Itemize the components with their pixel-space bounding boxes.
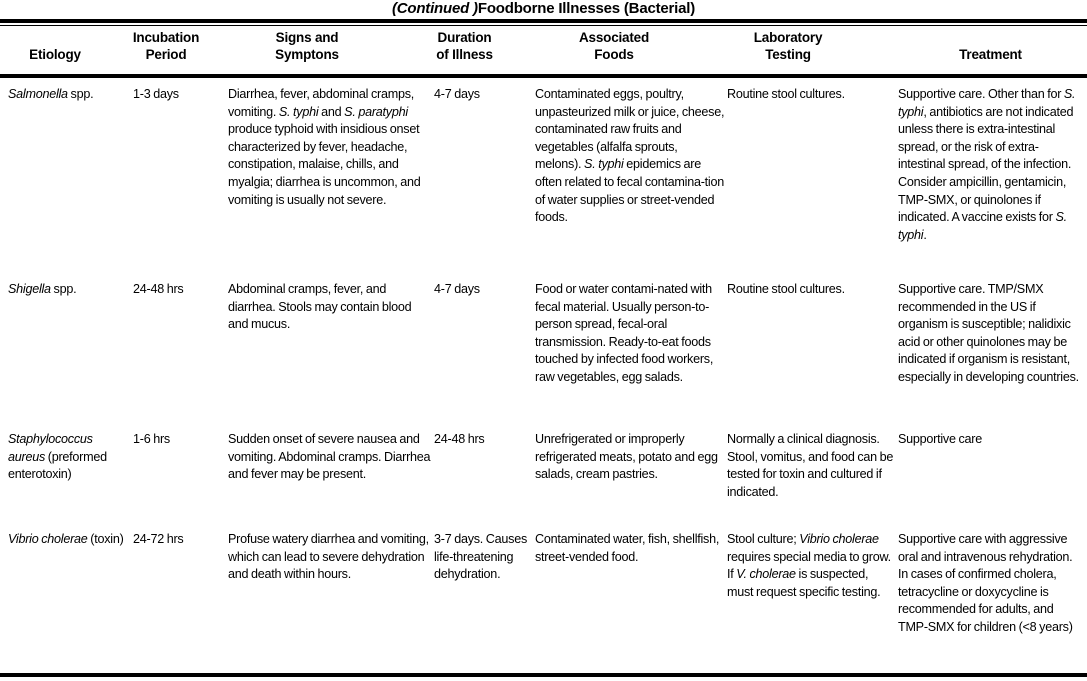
cell-incubation-period: 1-6 hrs bbox=[133, 432, 170, 446]
title-main-label: Foodborne Illnesses (Bacterial) bbox=[477, 0, 696, 17]
cell-treatment: Supportive care. TMP/SMX recommended in the US if organism is susceptible; nalidixic acid or other quinolones may be indicated if organism is resistant, especially in developing countries. bbox=[898, 282, 1079, 384]
column-header-associated-foods: Associated Foods bbox=[578, 30, 650, 62]
cell-signs-and-symptoms: Abdominal cramps, fever, and diarrhea. Stools may contain blood and mucus. bbox=[228, 282, 412, 332]
column-header-laboratory-testing: Laboratory Testing bbox=[753, 30, 823, 62]
cell-incubation-period: 24-48 hrs bbox=[133, 282, 184, 296]
cell-incubation-period: 24-72 hrs bbox=[133, 532, 184, 546]
cell-duration-of-illness: 4-7 days bbox=[434, 282, 480, 296]
column-header-etiology: Etiology bbox=[29, 47, 81, 62]
column-header-treatment: Treatment bbox=[959, 47, 1022, 62]
rule-top-inner bbox=[0, 25, 1087, 26]
title-continued-label: (Continued ) bbox=[391, 0, 478, 17]
cell-laboratory-testing: Normally a clinical diagnosis. Stool, vomitus, and food can be tested for toxin and cultured if indicated. bbox=[727, 432, 894, 499]
cell-associated-foods: Contaminated water, fish, shellfish, street-vended food. bbox=[535, 532, 720, 564]
cell-treatment: Supportive care bbox=[898, 432, 982, 446]
column-header-duration-of-illness: Duration of Illness bbox=[436, 30, 493, 62]
cell-signs-and-symptoms: Sudden onset of severe nausea and vomiting. Abdominal cramps. Diarrhea and fever may be present. bbox=[228, 432, 431, 482]
column-header-incubation-period: Incubation Period bbox=[132, 30, 200, 62]
cell-laboratory-testing: Routine stool cultures. bbox=[727, 282, 845, 296]
cell-associated-foods: Food or water contami-nated with fecal material. Usually person-to-person spread, fecal-oral transmission. Ready-to-eat foods touched by infected food workers, raw vegetables, egg salads. bbox=[535, 282, 714, 384]
cell-treatment: Supportive care. Other than for S. typhi, antibiotics are not indicated unless there is extra-intestinal spread, or the risk of extra-intestinal spread, of the infection. Consider ampicillin, gentamicin, TMP-SMX, or quinolones if indicated. A vaccine exists for S. typhi. bbox=[898, 87, 1076, 242]
cell-associated-foods: Contaminated eggs, poultry, unpasteurized milk or juice, cheese, contaminated raw fruits and vegetables (alfalfa sprouts, melons). S. typhi epidemics are often related to fecal contamina-tion of water supplies or street-vended foods. bbox=[535, 87, 725, 225]
cell-treatment: Supportive care with aggressive oral and intravenous rehydration. In cases of confirmed cholera, tetracycline or doxycycline is recommended for adults, and TMP-SMX for children (<8 years) bbox=[898, 532, 1073, 634]
cell-etiology: Shigella spp. bbox=[8, 282, 77, 296]
column-header-signs-and-symptoms: Signs and Symptons bbox=[275, 30, 339, 62]
cell-duration-of-illness: 3-7 days. Causes life-threatening dehydration. bbox=[434, 532, 528, 582]
cell-duration-of-illness: 24-48 hrs bbox=[434, 432, 485, 446]
cell-etiology: Staphylococcus aureus (preformed enterotoxin) bbox=[8, 432, 107, 482]
table-header-row bbox=[0, 29, 1087, 73]
cell-etiology: Vibrio cholerae (toxin) bbox=[8, 532, 124, 546]
cell-etiology: Salmonella spp. bbox=[8, 87, 94, 101]
cell-duration-of-illness: 4-7 days bbox=[434, 87, 480, 101]
rule-top-outer bbox=[0, 19, 1087, 23]
table-title bbox=[0, 0, 1087, 18]
cell-associated-foods: Unrefrigerated or improperly refrigerated meats, potato and egg salads, cream pastries. bbox=[535, 432, 718, 482]
cell-signs-and-symptoms: Diarrhea, fever, abdominal cramps, vomiting. S. typhi and S. paratyphi produce typhoid with insidious onset characterized by fever, headache, constipation, malaise, chills, and myalgia; diarrhea is uncommon, and vomiting is usually not severe. bbox=[228, 87, 421, 207]
table-body bbox=[0, 78, 1087, 673]
cell-laboratory-testing: Stool culture; Vibrio cholerae requires special media to grow. If V. cholerae is suspected, must request specific testing. bbox=[727, 532, 891, 599]
rule-bottom bbox=[0, 673, 1087, 677]
cell-incubation-period: 1-3 days bbox=[133, 87, 179, 101]
cell-laboratory-testing: Routine stool cultures. bbox=[727, 87, 845, 101]
cell-signs-and-symptoms: Profuse watery diarrhea and vomiting, which can lead to severe dehydration and death within hours. bbox=[228, 532, 429, 582]
